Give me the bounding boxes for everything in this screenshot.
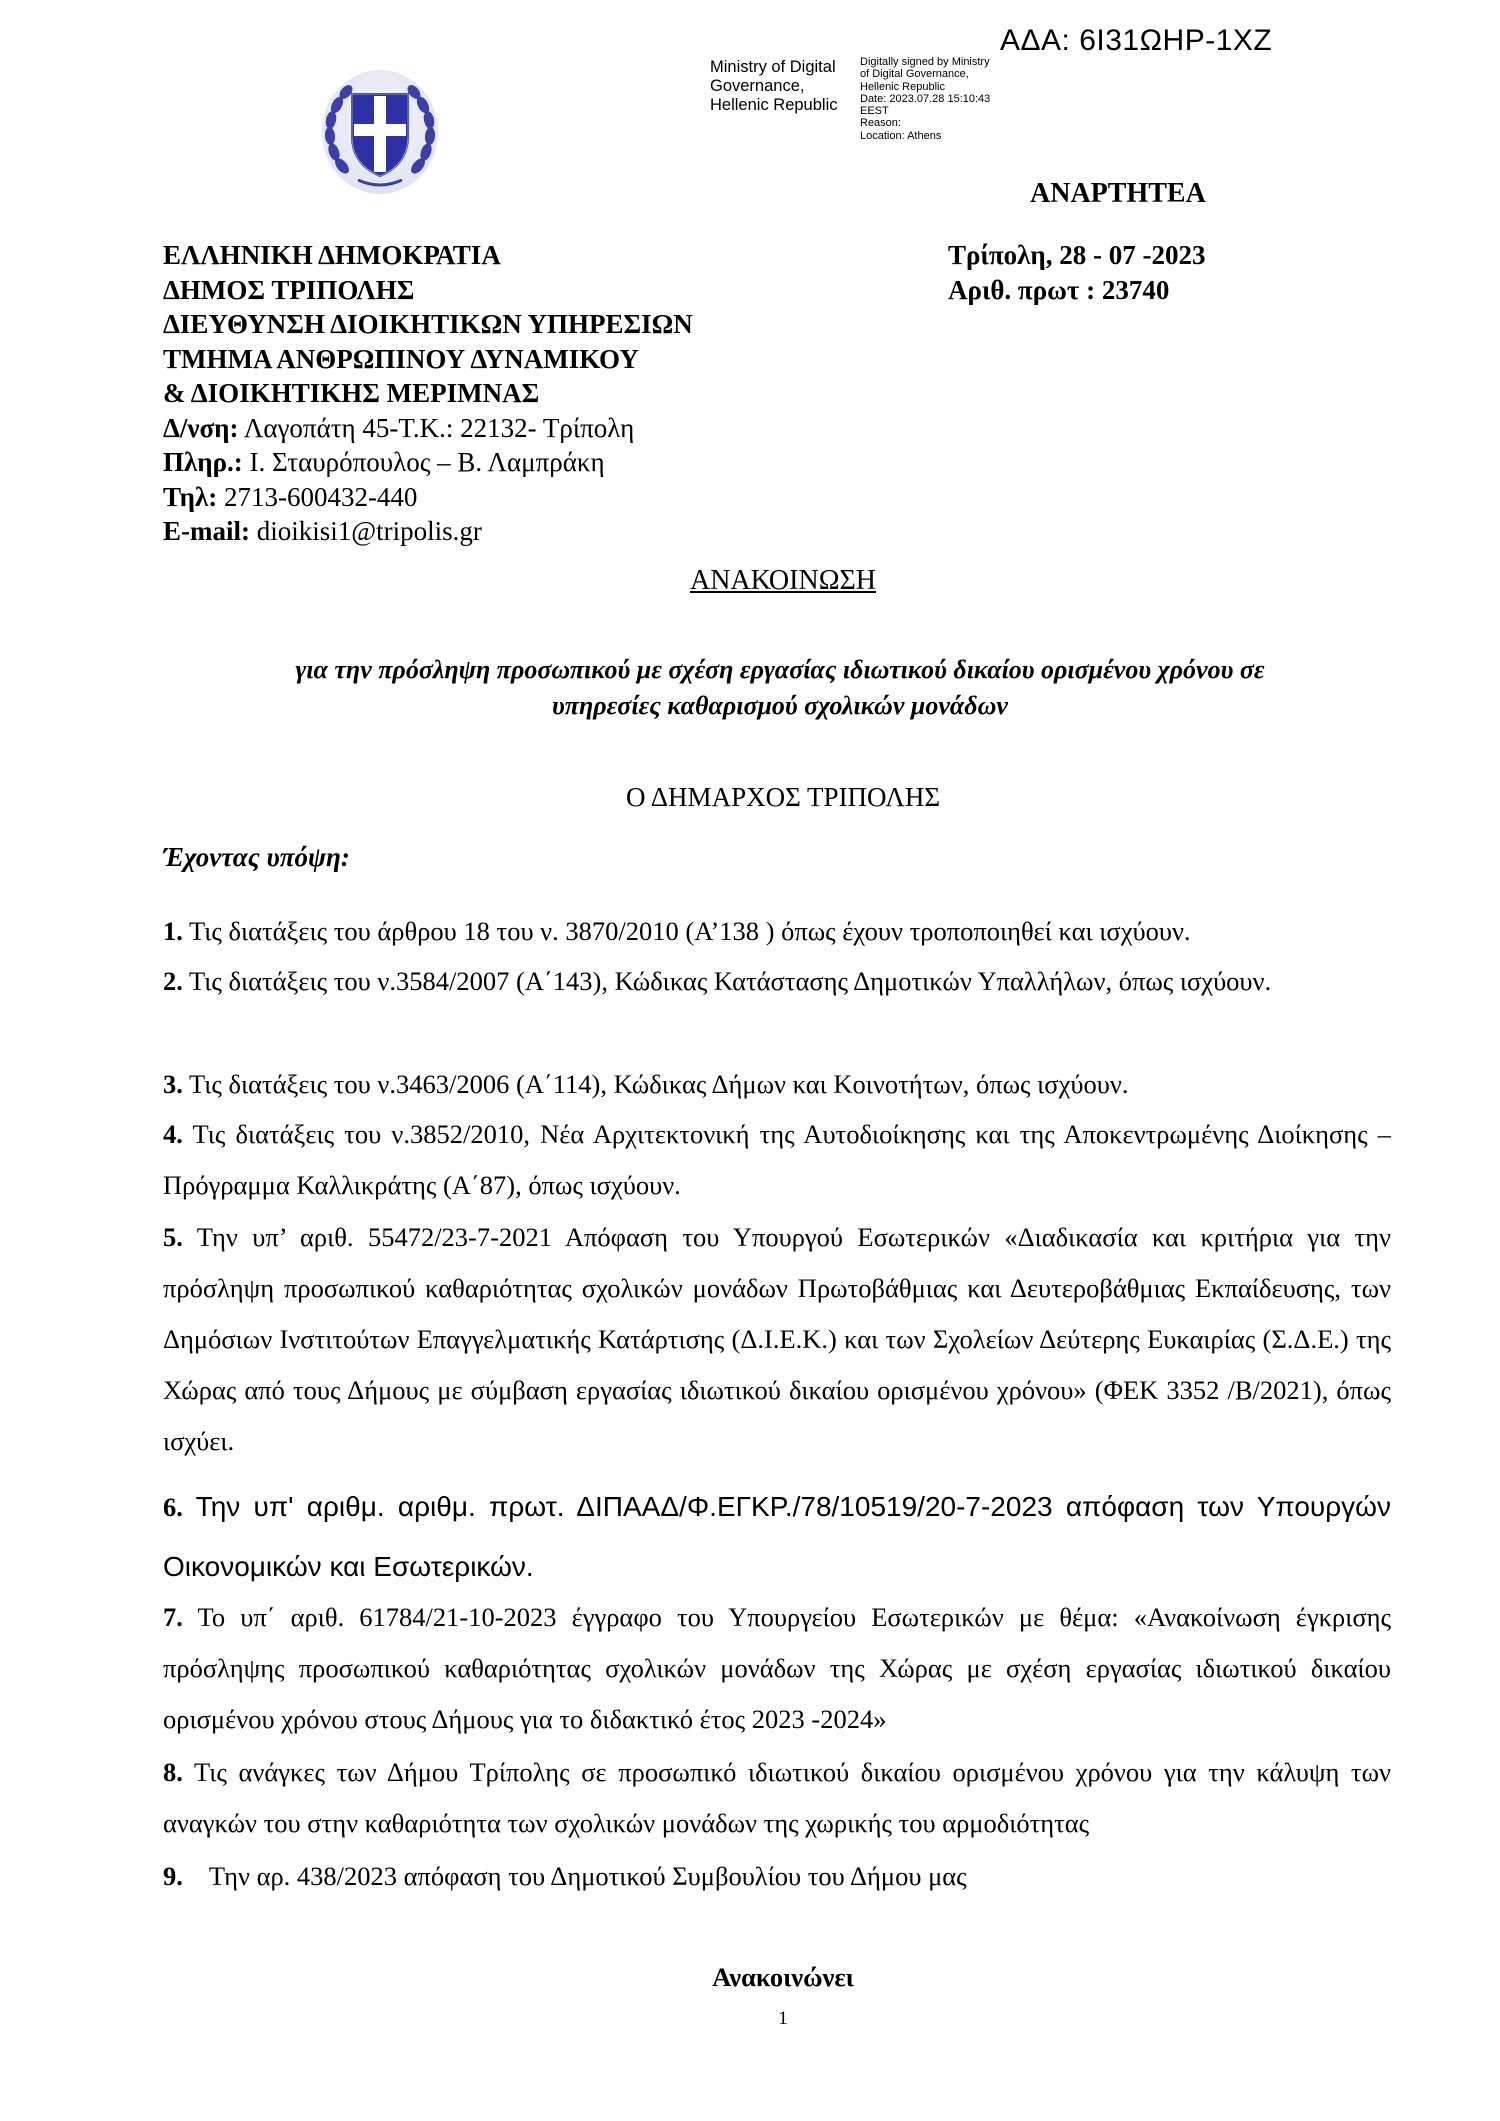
item-number: 4. [163,1119,183,1149]
signature-detail-line: Hellenic Republic [860,80,945,93]
sender-header [163,238,693,549]
item-text: Τις ανάγκες των Δήμου Τρίπολης σε προσωπικό ιδιωτικού δικαίου ορισμένου χρόνου για την κάλυψη των αναγκών του στην καθαριότητα των σχολικών μονάδων της χωρικής του αρμοδιότητας [163,1757,1391,1838]
date-protocol-block [948,238,1205,307]
item-number: 1. [163,916,183,946]
signature-organization [710,58,837,115]
item-number: 2. [163,966,183,996]
signature-details [860,56,990,142]
phone-line [163,480,693,515]
consideration-item [163,1851,1391,1902]
signature-detail-line: EEST [860,105,889,118]
department-name: ΤΜΗΜΑ ΑΝΘΡΩΠΙΝΟΥ ΔΥΝΑΜΙΚΟΥ [163,343,639,374]
consideration-item [163,956,1391,1007]
announcement-subject [180,652,1380,724]
mayor-heading: Ο ΔΗΜΑΡΧΟΣ ΤΡΙΠΟΛΗΣ [625,782,941,812]
address-label: Δ/νση: [163,412,239,443]
consideration-item [163,1109,1391,1211]
email-line [163,514,693,549]
ada-code: ΑΔΑ: 6Ι31ΩΗΡ-1ΧΖ [1000,24,1273,57]
address-value: Λαγοπάτη 45-Τ.Κ.: 22132- Τρίπολη [238,412,635,443]
consideration-item [163,1059,1391,1110]
signature-org-line: Hellenic Republic [710,96,838,114]
consideration-item [163,1477,1391,1597]
item-number: 5. [163,1222,183,1252]
item-number: 3. [163,1069,183,1099]
item-text: Τις διατάξεις του ν.3852/2010, Νέα Αρχιτεκτονική της Αυτοδιοίκησης και της Αποκεντρωμένης Διοίκησης – Πρόγραμμα Καλλικράτης (Α΄87), όπως ισχύουν. [163,1119,1391,1200]
place-date: Τρίπολη, 28 - 07 -2023 [948,240,1206,270]
consideration-item [163,1592,1391,1745]
posting-label: ΑΝΑΡΤΗΤΕΑ [1030,178,1206,209]
directorate-name: ΔΙΕΥΘΥΝΣΗ ΔΙΟΙΚΗΤΙΚΩΝ ΥΠΗΡΕΣΙΩΝ [163,309,693,339]
consideration-item [163,906,1391,957]
item-number: 6. [163,1492,183,1522]
address-line [163,411,693,446]
item-text: Την υπ' αριθμ. αριθμ. πρωτ. ΔΙΠΑΑΔ/Φ.ΕΓΚΡ./78/10519/20-7-2023 απόφαση των Υπουργών Οικονομικών και Εσωτερικών. [163,1491,1391,1582]
signature-detail-line: Date: 2023.07.28 15:10:43 [860,92,991,105]
item-text: Την αρ. 438/2023 απόφαση του Δημοτικού Συμβουλίου του Δήμου μας [182,1861,967,1891]
item-text: Το υπ΄ αριθ. 61784/21-10-2023 έγγραφο του Υπουργείου Εσωτερικών με θέμα: «Ανακοίνωση έγκρισης πρόσληψης προσωπικού καθαριότητας σχολικών μονάδων της Χώρας με σχέση εργασίας ιδιωτικού δικαίου ορισμένου χρόνου στους Δήμους για το διδακτικό έτος 2023 -2024» [163,1602,1391,1734]
item-number: 8. [163,1757,183,1787]
item-number: 9. [163,1861,183,1891]
item-text: Την υπ’ αριθ. 55472/23-7-2021 Απόφαση του Υπουργού Εσωτερικών «Διαδικασία και κριτήρια για την πρόσληψη προσωπικού καθαριότητας σχολικών μονάδων Πρωτοβάθμιας και Δευτεροβάθμιας Εκπαίδευσης, των Δημόσιων Ινστιτούτων Επαγγελματικής Κατάρτισης (Δ.Ι.Ε.Κ.) και των Σχολείων Δεύτερης Ευκαιρίας (Σ.Δ.Ε.) της Χώρας από τους Δήμους με σύμβαση εργασίας ιδιωτικού δικαίου ορισμένου χρόνου» (ΦΕΚ 3352 /Β/2021), όπως ισχύει. [163,1222,1391,1456]
item-text: Τις διατάξεις του ν.3584/2007 (Α΄143), Κώδικας Κατάστασης Δημοτικών Υπαλλήλων, όπως ισχύουν. [182,966,1272,996]
consideration-item [163,1212,1391,1467]
item-number: 7. [163,1602,183,1632]
signature-detail-line: Digitally signed by Ministry [860,56,990,68]
signature-org-line: Ministry of Digital [710,58,836,76]
republic-name: ΕΛΛΗΝΙΚΗ ΔΗΜΟΚΡΑΤΙΑ [163,240,501,270]
signature-detail-line: of Digital Governance, [860,68,969,81]
signature-detail-line: Reason: [860,117,901,130]
email-label: E-mail: [163,516,250,546]
phone-label: Τηλ: [163,481,218,512]
signature-detail-line: Location: Athens [860,129,942,142]
announcement-title: ΑΝΑΚΟΙΝΩΣΗ [689,565,877,596]
consideration-item [163,1747,1391,1849]
signature-org-line: Governance, [710,77,805,95]
municipality-name: ΔΗΜΟΣ ΤΡΙΠΟΛΗΣ [163,274,415,305]
subject-line: για την πρόσληψη προσωπικού με σχέση εργασίας ιδιωτικού δικαίου ορισμένου χρόνου σε [295,655,1265,684]
info-value: Ι. Σταυρόπουλος – Β. Λαμπράκη [242,447,605,477]
protocol-number: Αριθ. πρωτ : 23740 [948,274,1170,305]
info-label: Πληρ.: [163,447,243,477]
info-line [163,445,693,480]
subject-line: υπηρεσίες καθαρισμού σχολικών μονάδων [552,691,1008,720]
department-name-cont: & ΔΙΟΙΚΗΤΙΚΗΣ ΜΕΡΙΜΝΑΣ [163,378,540,408]
closing-heading: Ανακοινώνει [712,1962,854,1992]
considering-heading: Έχοντας υπόψη: [163,842,350,872]
email-value: dioikisi1@tripolis.gr [250,516,482,546]
coat-of-arms-icon [318,66,442,196]
phone-value: 2713-600432-440 [217,481,418,512]
page-number: 1 [778,2008,788,2029]
item-text: Τις διατάξεις του άρθρου 18 του ν. 3870/2010 (Α’138 ) όπως έχουν τροποποιηθεί και ισχύουν. [182,916,1191,946]
item-text: Τις διατάξεις του ν.3463/2006 (Α΄114), Κώδικας Δήμων και Κοινοτήτων, όπως ισχύουν. [182,1069,1129,1099]
